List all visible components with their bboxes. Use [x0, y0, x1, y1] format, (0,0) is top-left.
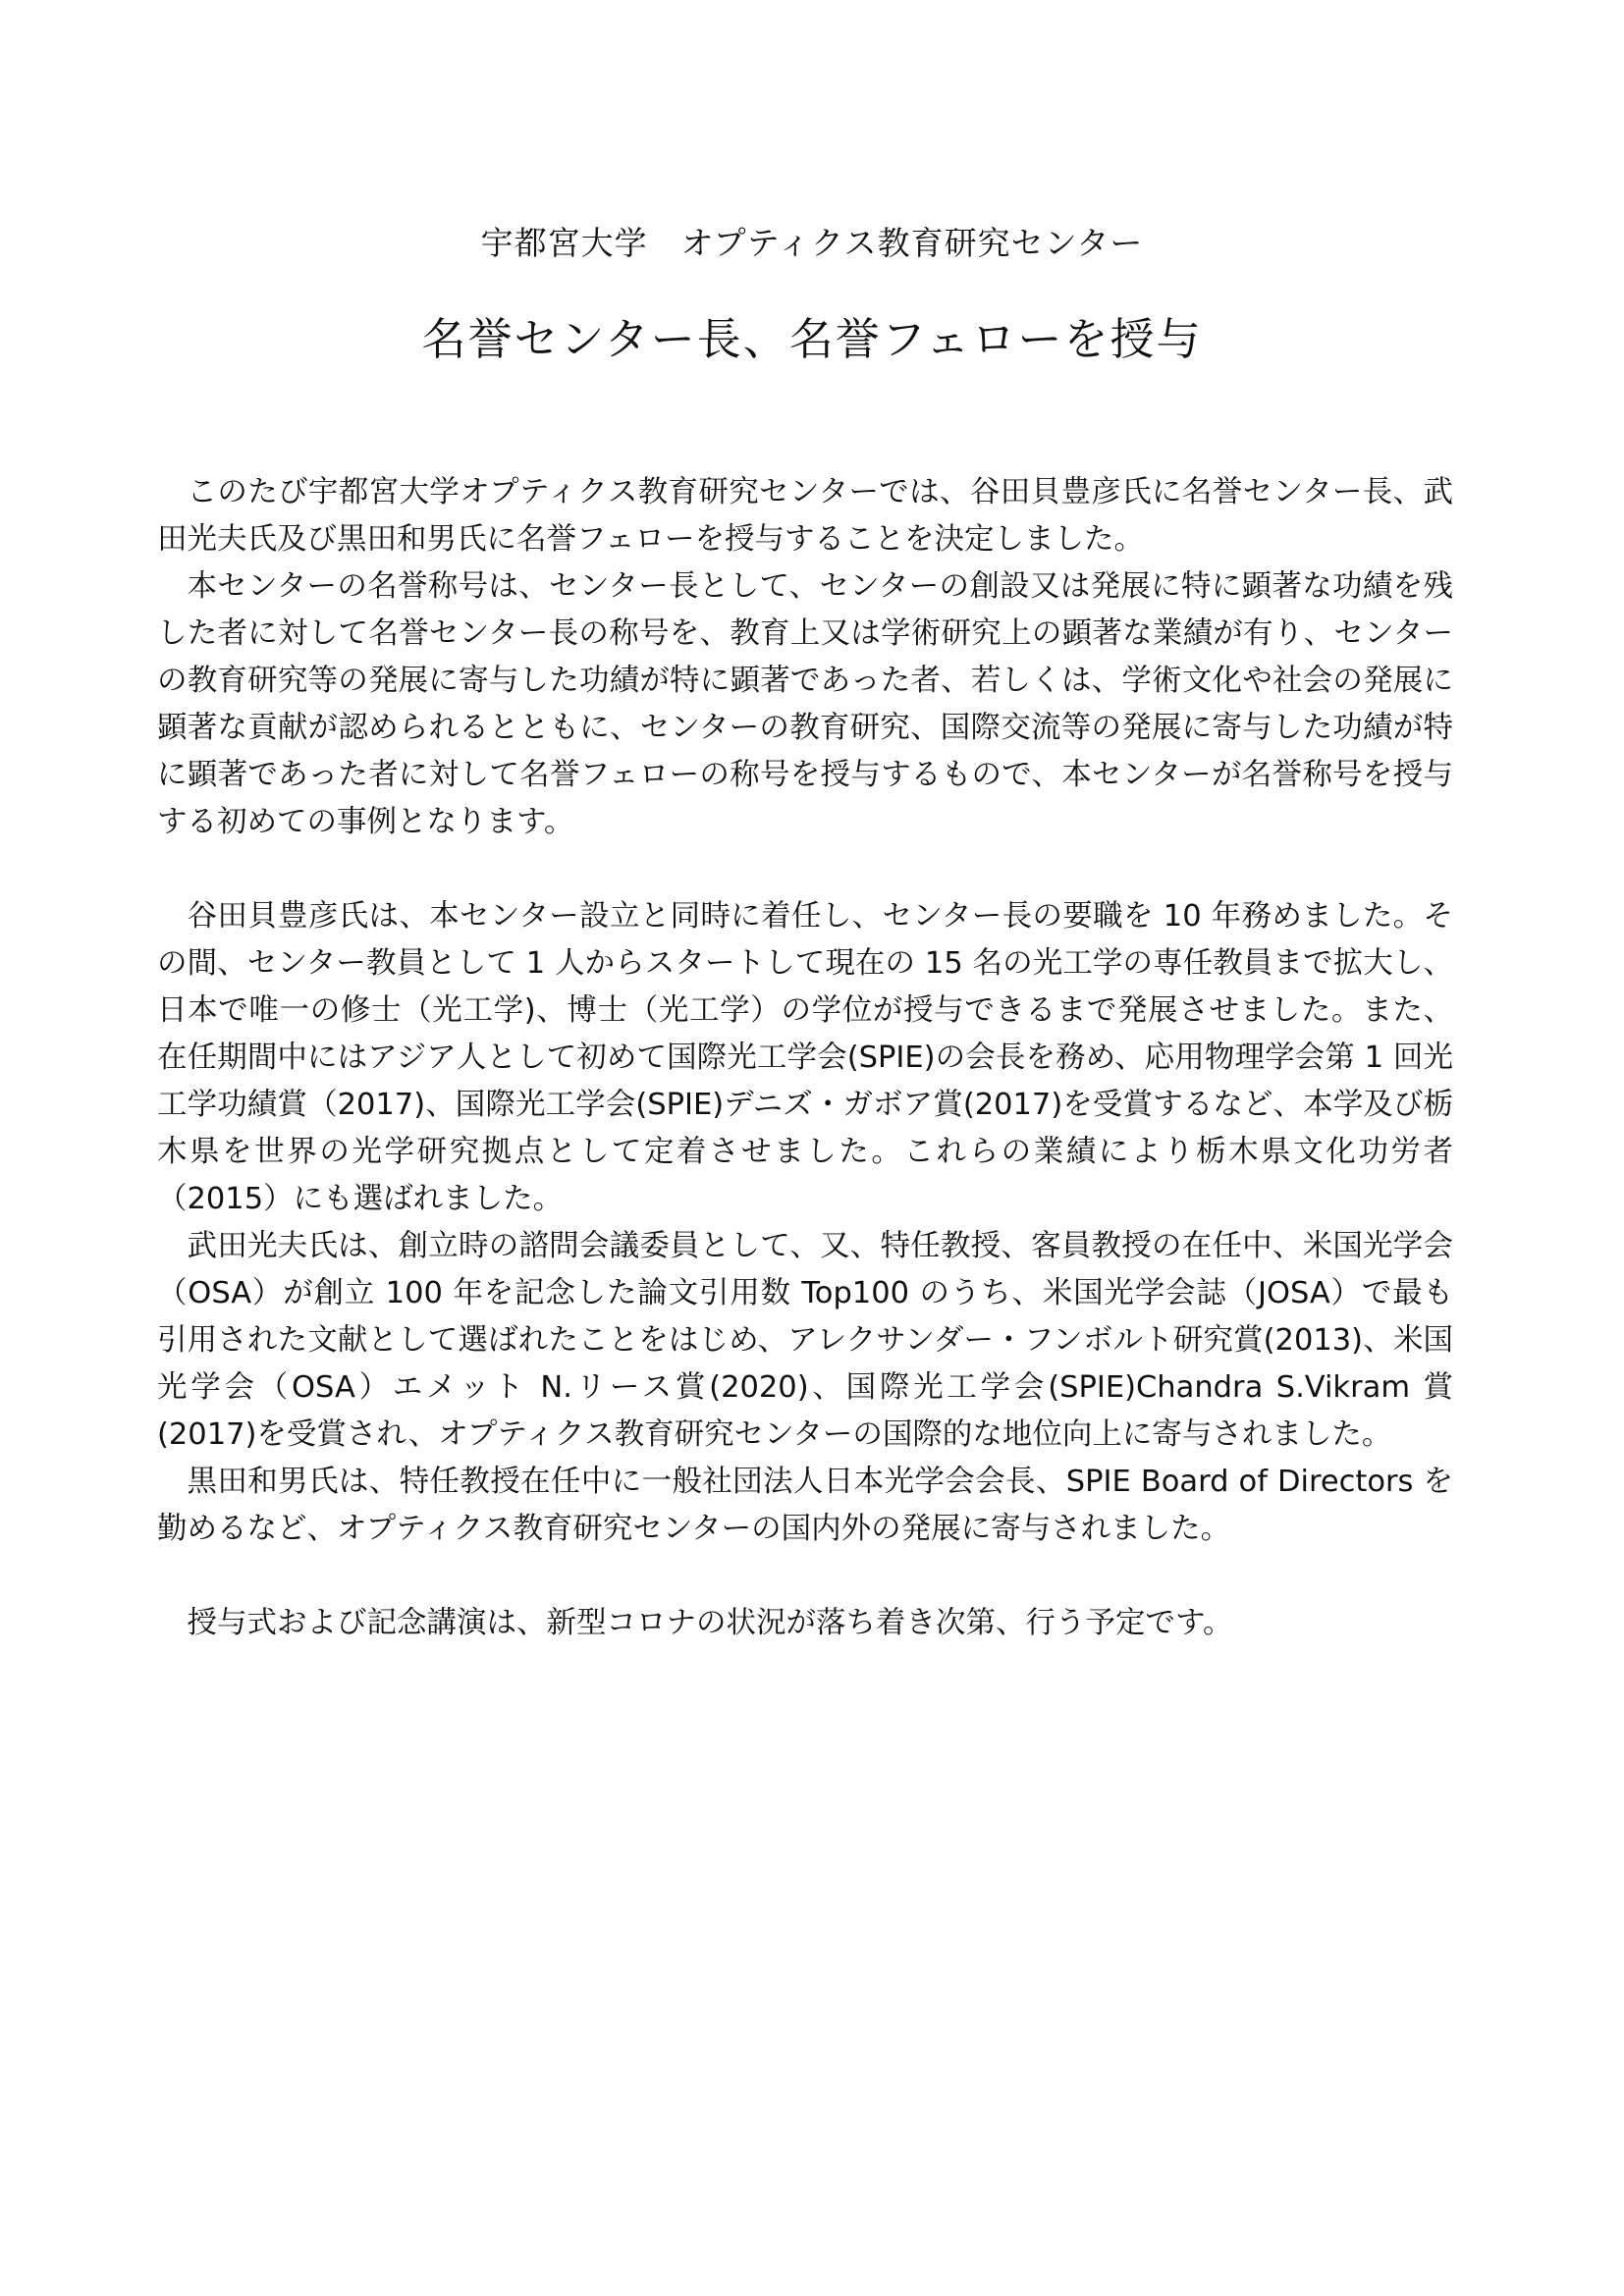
paragraph-ceremony: 授与式および記念講演は、新型コロナの状況が落ち着き次第、行う予定です。: [187, 1606, 1233, 1640]
paragraph-intro: このたび宇都宮大学オプティクス教育研究センターでは、谷田貝豊彦氏に名誉センター長、武田光夫氏及び黒田和男氏に名誉フェローを授与することを決定しました。: [157, 475, 1453, 557]
page-title: 名誉センター長、名誉フェローを授与: [421, 313, 1203, 365]
document-body: [157, 469, 1453, 1647]
paragraph-takeda: 武田光夫氏は、創立時の諮問会議委員として、又、特任教授、客員教授の在任中、米国光学会（OSA）が創立 100 年を記念した論文引用数 Top100 のうち、米国光学会誌（JOSA）で最も引用された文献として選ばれたことをはじめ、アレクサンダー・フンボルト研究賞(2013)、米国光学会（OSA）エメット N.リース賞(2020)、国際光工学会(SPIE)Chandra S.Vikram 賞(2017)を受賞され、オプティクス教育研究センターの国際的な地位向上に寄与されました。: [157, 1229, 1453, 1452]
organization-heading: 宇都宮大学 オプティクス教育研究センター: [480, 224, 1144, 262]
paragraph-honorary-titles: 本センターの名誉称号は、センター長として、センターの創設又は発展に特に顕著な功績を残した者に対して名誉センター長の称号を、教育上又は学術研究上の顕著な業績が有り、センターの教育研究等の発展に寄与した功績が特に顕著であった者、若しくは、学術文化や社会の発展に顕著な貢献が認められるとともに、センターの教育研究、国際交流等の発展に寄与した功績が特に顕著であった者に対して名誉フェローの称号を授与するもので、本センターが名誉称号を授与する初めての事例となります。: [157, 569, 1453, 839]
paragraph-spacer: [157, 1553, 1453, 1600]
paragraph-yatagai: 谷田貝豊彦氏は、本センター設立と同時に着任し、センター長の要職を 10 年務めました。その間、センター教員として 1 人からスタートして現在の 15 名の光工学の専任教員まで拡大し、日本で唯一の修士（光工学)、博士（光工学）の学位が授与できるまで発展させました。また、在任期間中にはアジア人として初めて国際光工学会(SPIE)の会長を務め、応用物理学会第 1 回光工学功績賞（2017)、国際光工学会(SPIE)デニズ・ガボア賞(2017)を受賞するなど、本学及び栃木県を世界の光学研究拠点として定着させました。これらの業績により栃木県文化功労者（2015）にも選ばれました。: [157, 899, 1453, 1216]
paragraph-kuroda: 黒田和男氏は、特任教授在任中に一般社団法人日本光学会会長、SPIE Board of Directors を勤めるなど、オプティクス教育研究センターの国内外の発展に寄与されました。: [157, 1465, 1453, 1546]
paragraph-spacer: [157, 846, 1453, 893]
